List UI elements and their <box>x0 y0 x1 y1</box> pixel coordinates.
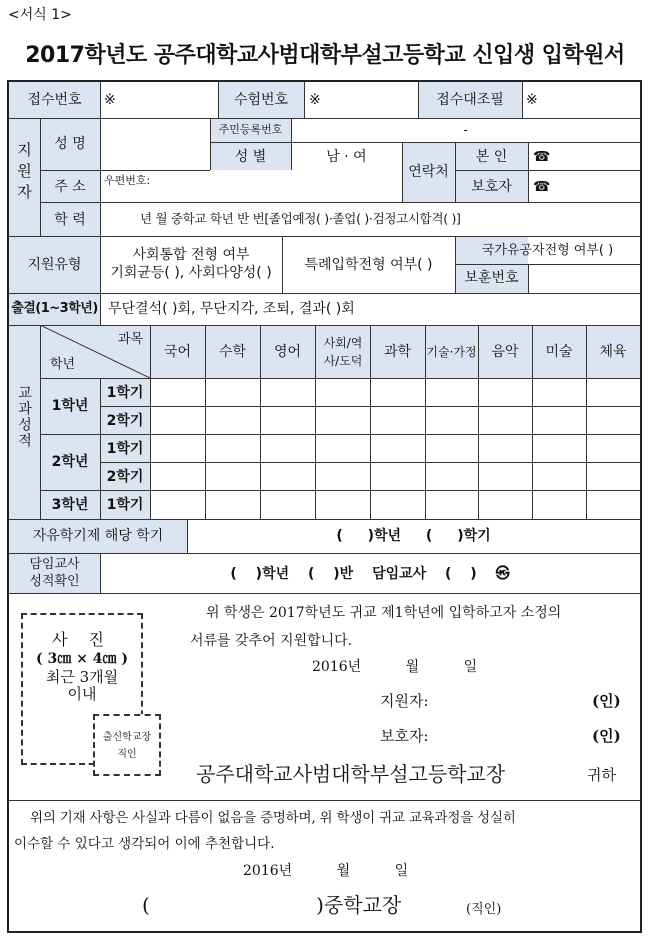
guardian-phone-label: 보호자 <box>471 179 512 195</box>
rrn-label: 주민등록번호 <box>218 123 283 136</box>
page-title: 2017학년도 공주대학교사범대학부설고등학교 신입생 입학원서 <box>25 43 625 68</box>
type-label: 지원유형 <box>27 257 82 273</box>
principal-seal[interactable]: (직인) <box>466 902 502 917</box>
gender-label: 성 별 <box>234 149 267 165</box>
check-value[interactable]: ※ <box>526 92 538 108</box>
exam-no-label: 수험번호 <box>233 92 289 108</box>
receipt-no-label: 접수번호 <box>27 92 82 108</box>
term-2-2: 2학기 <box>106 469 144 485</box>
guardian-sign-label: 보호자: <box>380 727 429 745</box>
subject-pe: 체육 <box>599 344 627 360</box>
year-3: 3학년 <box>51 497 89 513</box>
veteran-no-field[interactable] <box>529 265 639 292</box>
year-2: 2학년 <box>51 454 89 470</box>
school-seal-box[interactable] <box>93 714 161 776</box>
addressee: 공주대학교사범대학부설고등학교장 <box>196 762 506 786</box>
subject-social: 사회/역사/도덕 <box>323 336 363 368</box>
applicant-section-label: 지원자 <box>15 142 33 205</box>
term-3-1: 1학기 <box>106 497 144 513</box>
school-seal-label: 출신학교장 <box>102 732 152 743</box>
teacher-label: 담임교사 <box>29 557 80 572</box>
merit-admission-field[interactable]: 국가유공자전형 여부( ) <box>481 243 614 258</box>
phone-icon: ☎ <box>533 179 551 195</box>
subject-science: 과학 <box>383 344 412 360</box>
photo-label: 사 진 <box>52 630 112 649</box>
photo-recent: 최근 3개월 <box>45 668 119 686</box>
guardian-seal[interactable]: (인) <box>592 727 621 745</box>
term-1-1: 1학기 <box>106 385 144 401</box>
recommend-date[interactable]: 2016년 월 일 <box>243 863 409 879</box>
application-date[interactable]: 2016년 월 일 <box>312 659 478 675</box>
school-seal-sub: 직인 <box>117 749 137 760</box>
contact-label: 연락처 <box>408 164 449 180</box>
applicant-sign-label: 지원자: <box>380 692 429 710</box>
exam-no-value[interactable]: ※ <box>309 92 321 108</box>
social-integration-label: 사회통합 전형 여부 <box>132 247 250 263</box>
term-2-1: 1학기 <box>106 441 144 457</box>
free-semester-field[interactable]: ( )학년 ( )학기 <box>336 528 491 544</box>
self-phone-label: 본 인 <box>475 149 508 165</box>
grade-confirm-label: 성적확인 <box>29 574 80 589</box>
statement-line-2: 서류를 갖추어 지원합니다. <box>190 633 353 649</box>
attendance-field[interactable]: 무단결석( )회, 무단지각, 조퇴, 결과( )회 <box>108 301 355 317</box>
subject-korean: 국어 <box>163 344 192 360</box>
term-1-2: 2학기 <box>106 413 144 429</box>
special-admission-field[interactable]: 특례입학전형 여부( ) <box>304 257 433 273</box>
phone-icon: ☎ <box>533 149 551 165</box>
grade-header: 학년 <box>50 357 76 372</box>
check-label: 접수대조필 <box>436 92 504 108</box>
recommend-line-2: 이수할 수 있다고 생각되어 이에 추천합니다. <box>14 836 275 852</box>
address-label: 주 소 <box>54 179 86 195</box>
photo-within: 이내 <box>67 685 97 703</box>
education-field[interactable]: 년 월 중학교 학년 반 번[졸업예정( )·졸업( )·검정고시합격( )] <box>140 211 461 226</box>
recommend-line-1: 위의 기재 사항은 사실과 다름이 없음을 증명하며, 위 학생이 귀교 교육과정을 성실히 <box>30 810 516 826</box>
name-field[interactable] <box>101 119 209 169</box>
photo-size: ( 3㎝ × 4㎝ ) <box>36 651 128 667</box>
subject-tech-home: 기술·가정 <box>426 345 477 359</box>
rrn-field[interactable]: - <box>463 123 468 137</box>
subject-header: 과목 <box>118 332 144 347</box>
statement-line-1: 위 학생은 2017학년도 귀교 제1학년에 입학하고자 소정의 <box>206 605 562 621</box>
attendance-label: 출결(1~3학년) <box>11 301 98 316</box>
subject-music: 음악 <box>491 344 519 360</box>
form-number: <서식 1> <box>8 7 72 23</box>
name-label: 성 명 <box>54 136 86 152</box>
teacher-field[interactable]: ( )학년 ( )반 담임교사 ( ) ㉿ <box>230 566 510 582</box>
year-1: 1학년 <box>51 398 89 414</box>
social-integration-options[interactable]: 기회균등( ), 사회다양성( ) <box>110 265 272 281</box>
receipt-no-value[interactable]: ※ <box>104 92 116 108</box>
veteran-no-label: 보훈번호 <box>464 270 519 286</box>
subject-art: 미술 <box>545 344 573 360</box>
postcode-field[interactable]: 우편번호: <box>104 174 151 187</box>
grades-section-label: 교과성적 <box>16 385 32 449</box>
subject-english: 영어 <box>273 344 302 360</box>
applicant-seal[interactable]: (인) <box>592 692 621 710</box>
subject-math: 수학 <box>218 344 247 360</box>
free-semester-label: 자유학기제 해당 학기 <box>32 528 164 544</box>
principal-field[interactable]: ( )중학교장 <box>142 893 402 917</box>
honorific: 귀하 <box>587 766 616 784</box>
gender-options[interactable]: 남 · 여 <box>326 149 367 165</box>
education-label: 학 력 <box>54 212 86 228</box>
